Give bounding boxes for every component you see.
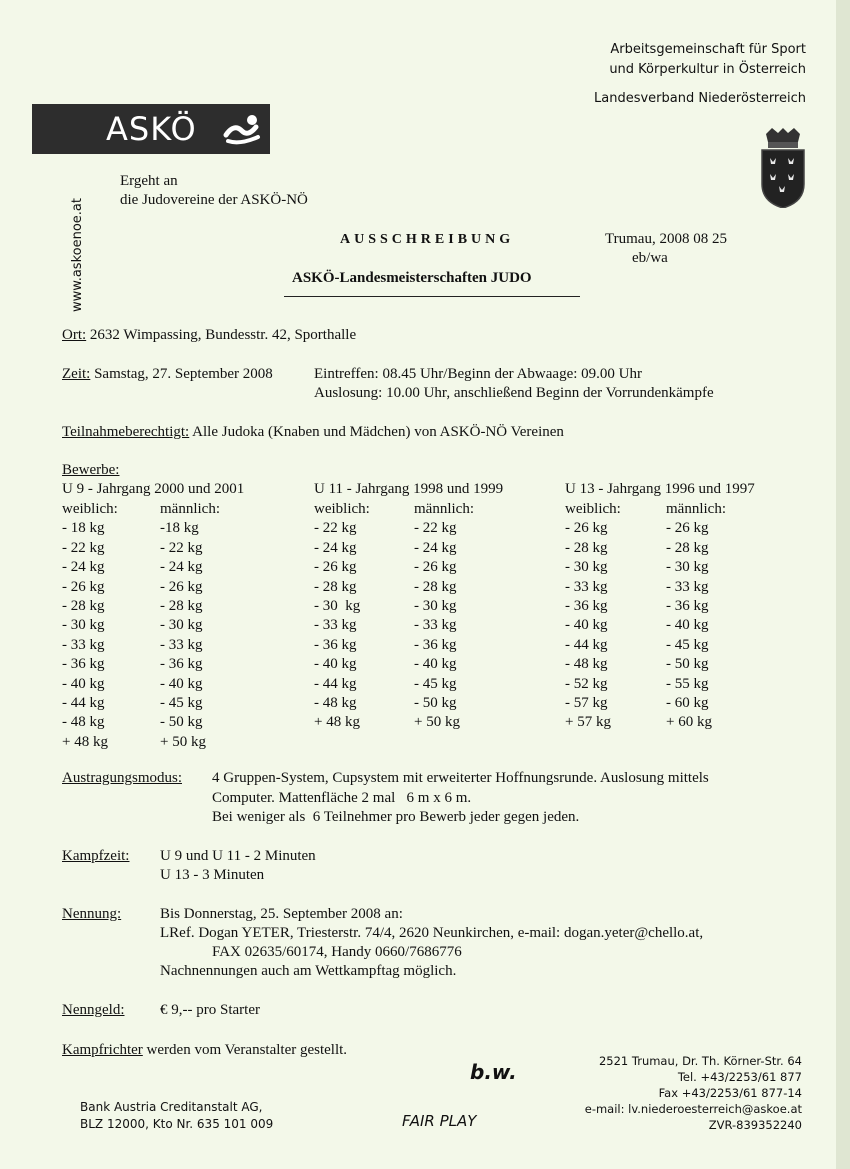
u11-weiblich-column bbox=[314, 500, 370, 733]
weight-class-item: - 40 kg bbox=[666, 617, 709, 634]
weight-class-item: - 28 kg bbox=[565, 539, 608, 556]
maennlich-label: männlich: bbox=[414, 501, 474, 517]
footer-address: 2521 Trumau, Dr. Th. Körner-Str. 64 bbox=[598, 1054, 802, 1068]
recipient-line2: die Judovereine der ASKÖ-NÖ bbox=[120, 192, 308, 208]
weight-class-item: - 28 kg bbox=[414, 578, 457, 595]
weight-class-item: - 48 kg bbox=[314, 695, 357, 712]
kampfrichter-label: Kampfrichter bbox=[62, 1042, 143, 1058]
footer-fax: Fax +43/2253/61 877-14 bbox=[658, 1086, 802, 1100]
modus-line3: Bei weniger als 6 Teilnehmer pro Bewerb jeder gegen jeden. bbox=[212, 809, 580, 825]
weight-class-item: - 28 kg bbox=[666, 539, 709, 556]
zeit-date: Samstag, 27. September 2008 bbox=[94, 366, 273, 382]
weight-class-item: - 50 kg bbox=[160, 714, 203, 731]
weight-class-item: - 33 kg bbox=[565, 578, 608, 595]
weight-class-item: - 48 kg bbox=[62, 714, 105, 731]
group-u11-title: U 11 - Jahrgang 1998 und 1999 bbox=[314, 481, 504, 497]
weight-class-item: + 48 kg bbox=[314, 714, 360, 731]
org-name-line1: Arbeitsgemeinschaft für Sport bbox=[610, 42, 806, 57]
weight-class-item: - 30 kg bbox=[160, 617, 203, 634]
weight-class-item: - 40 kg bbox=[414, 656, 457, 673]
teilnahme-label: Teilnahmeberechtigt: bbox=[62, 424, 190, 440]
weight-class-item: - 33 kg bbox=[666, 578, 709, 595]
zeit-line bbox=[62, 366, 273, 383]
weight-class-item: - 36 kg bbox=[160, 656, 203, 673]
kampfrichter-text: werden vom Veranstalter gestellt. bbox=[146, 1042, 348, 1058]
weight-class-item: - 50 kg bbox=[414, 695, 457, 712]
weight-class-item: - 55 kg bbox=[666, 675, 709, 692]
nennung-line2: LRef. Dogan YETER, Triesterstr. 74/4, 2620 Neunkirchen, e-mail: dogan.yeter@chello.at, bbox=[160, 925, 704, 941]
maennlich-label: männlich: bbox=[160, 501, 220, 517]
group-u9-title: U 9 - Jahrgang 2000 und 2001 bbox=[62, 481, 245, 497]
runner-icon bbox=[222, 113, 264, 145]
weight-class-item: - 26 kg bbox=[414, 559, 457, 576]
weight-class-item: - 40 kg bbox=[160, 675, 203, 692]
teilnahme-line bbox=[62, 424, 564, 441]
weight-class-item: - 57 kg bbox=[565, 695, 608, 712]
group-u13-title: U 13 - Jahrgang 1996 und 1997 bbox=[565, 481, 755, 497]
weight-class-item: - 28 kg bbox=[160, 598, 203, 615]
footer-bank-line1: Bank Austria Creditanstalt AG, bbox=[80, 1100, 263, 1114]
u13-maennlich-column bbox=[666, 500, 726, 733]
weight-class-item: - 30 kg bbox=[314, 598, 361, 615]
nenngeld-label: Nenngeld: bbox=[62, 1002, 125, 1018]
footer-email: e-mail: lv.niederoesterreich@askoe.at bbox=[584, 1102, 802, 1116]
kampfrichter-line bbox=[62, 1042, 347, 1059]
weight-class-item: - 45 kg bbox=[414, 675, 457, 692]
weight-class-item: - 52 kg bbox=[565, 675, 608, 692]
weight-class-item: - 33 kg bbox=[160, 636, 203, 653]
weight-class-item: - 26 kg bbox=[62, 578, 105, 595]
u9-maennlich-column bbox=[160, 500, 220, 752]
weight-class-item: - 26 kg bbox=[160, 578, 203, 595]
weight-class-item: - 44 kg bbox=[62, 695, 105, 712]
nennung-line3: FAX 02635/60174, Handy 0660/7686776 bbox=[212, 944, 462, 960]
weight-class-item: - 33 kg bbox=[314, 617, 357, 634]
weight-class-item: - 26 kg bbox=[314, 559, 357, 576]
handwritten-note: b.w. bbox=[470, 1060, 517, 1084]
teilnahme-text: Alle Judoka (Knaben und Mädchen) von ASKÖ-NÖ Vereinen bbox=[192, 424, 564, 440]
weight-class-item: - 30 kg bbox=[565, 559, 608, 576]
weight-class-item: - 36 kg bbox=[62, 656, 105, 673]
reference: eb/wa bbox=[632, 250, 668, 266]
weight-class-item: - 24 kg bbox=[314, 539, 357, 556]
askoe-logo bbox=[32, 104, 270, 154]
title-underline bbox=[284, 296, 580, 297]
logo-text: ASKÖ bbox=[106, 110, 197, 148]
modus-label: Austragungsmodus: bbox=[62, 770, 182, 786]
weight-class-item: - 30 kg bbox=[414, 598, 457, 615]
document-title: AUSSCHREIBUNG bbox=[340, 232, 515, 247]
weight-class-item: -18 kg bbox=[160, 520, 199, 537]
website-vertical: www.askoenoe.at bbox=[70, 198, 85, 312]
weight-class-item: - 45 kg bbox=[666, 636, 709, 653]
weiblich-label: weiblich: bbox=[314, 501, 370, 517]
weight-class-item: - 36 kg bbox=[565, 598, 608, 615]
weiblich-label: weiblich: bbox=[565, 501, 621, 517]
u11-maennlich-column bbox=[414, 500, 474, 733]
nennung-line4: Nachnennungen auch am Wettkampftag möglich. bbox=[160, 963, 457, 979]
weight-class-item: - 40 kg bbox=[565, 617, 608, 634]
ort-line bbox=[62, 327, 356, 344]
nennung-label: Nennung: bbox=[62, 906, 122, 922]
modus-line1: 4 Gruppen-System, Cupsystem mit erweiterter Hoffnungsrunde. Auslosung mittels bbox=[212, 770, 709, 786]
weight-class-item: - 24 kg bbox=[414, 539, 457, 556]
footer-phone: Tel. +43/2253/61 877 bbox=[677, 1070, 802, 1084]
weight-class-item: + 57 kg bbox=[565, 714, 611, 731]
weight-class-item: - 50 kg bbox=[666, 656, 709, 673]
weight-class-item: - 36 kg bbox=[414, 636, 457, 653]
footer-zvr: ZVR-839352240 bbox=[708, 1118, 802, 1132]
weight-class-item: - 22 kg bbox=[414, 520, 457, 537]
zeit-arrival: Eintreffen: 08.45 Uhr/Beginn der Abwaage: 09.00 Uhr bbox=[314, 366, 642, 382]
weight-class-item: - 28 kg bbox=[314, 578, 357, 595]
weight-class-item: - 48 kg bbox=[565, 656, 608, 673]
weight-class-item: - 60 kg bbox=[666, 695, 709, 712]
u13-weiblich-column bbox=[565, 500, 621, 733]
recipient-line1: Ergeht an bbox=[120, 173, 178, 189]
weight-class-item: - 24 kg bbox=[160, 559, 203, 576]
ort-label: Ort: bbox=[62, 327, 87, 343]
weight-class-item: - 26 kg bbox=[565, 520, 608, 537]
document-subtitle: ASKÖ-Landesmeisterschaften JUDO bbox=[292, 270, 532, 286]
place-date: Trumau, 2008 08 25 bbox=[605, 231, 727, 247]
zeit-draw: Auslosung: 10.00 Uhr, anschließend Beginn der Vorrundenkämpfe bbox=[314, 385, 714, 401]
weight-class-item: - 36 kg bbox=[314, 636, 357, 653]
kampfzeit-line1: U 9 und U 11 - 2 Minuten bbox=[160, 848, 316, 864]
coat-of-arms-icon bbox=[758, 128, 808, 208]
kampfzeit-label: Kampfzeit: bbox=[62, 848, 130, 864]
weight-class-item: - 26 kg bbox=[666, 520, 709, 537]
nennung-line1: Bis Donnerstag, 25. September 2008 an: bbox=[160, 906, 403, 922]
modus-line2: Computer. Mattenfläche 2 mal 6 m x 6 m. bbox=[212, 790, 472, 806]
weight-class-item: - 44 kg bbox=[314, 675, 357, 692]
scan-edge bbox=[836, 0, 850, 1169]
u9-weiblich-column bbox=[62, 500, 118, 752]
kampfzeit-line2: U 13 - 3 Minuten bbox=[160, 867, 265, 883]
weight-class-item: - 22 kg bbox=[62, 539, 105, 556]
weight-class-item: - 30 kg bbox=[62, 617, 105, 634]
weight-class-item: + 50 kg bbox=[160, 733, 206, 750]
weight-class-item: - 33 kg bbox=[62, 636, 105, 653]
fair-play-text: FAIR PLAY bbox=[402, 1112, 477, 1130]
weight-class-item: + 48 kg bbox=[62, 733, 108, 750]
weight-class-item: - 22 kg bbox=[160, 539, 203, 556]
nenngeld-text: € 9,-- pro Starter bbox=[160, 1002, 260, 1018]
bewerbe-label: Bewerbe: bbox=[62, 462, 120, 478]
weight-class-item: - 28 kg bbox=[62, 598, 105, 615]
weight-class-item: - 36 kg bbox=[666, 598, 709, 615]
maennlich-label: männlich: bbox=[666, 501, 726, 517]
weight-class-item: - 30 kg bbox=[666, 559, 709, 576]
weiblich-label: weiblich: bbox=[62, 501, 118, 517]
zeit-label: Zeit: bbox=[62, 366, 91, 382]
weight-class-item: - 45 kg bbox=[160, 695, 203, 712]
org-verband: Landesverband Niederösterreich bbox=[594, 91, 806, 106]
weight-class-item: - 44 kg bbox=[565, 636, 608, 653]
weight-class-item: - 40 kg bbox=[62, 675, 105, 692]
weight-class-item: - 33 kg bbox=[414, 617, 457, 634]
weight-class-item: + 60 kg bbox=[666, 714, 712, 731]
footer-bank-line2: BLZ 12000, Kto Nr. 635 101 009 bbox=[80, 1117, 274, 1131]
weight-class-item: - 40 kg bbox=[314, 656, 357, 673]
weight-class-item: - 24 kg bbox=[62, 559, 105, 576]
org-name-line2: und Körperkultur in Österreich bbox=[609, 62, 806, 77]
weight-class-item: - 22 kg bbox=[314, 520, 357, 537]
weight-class-item: - 18 kg bbox=[62, 520, 105, 537]
ort-text: 2632 Wimpassing, Bundesstr. 42, Sporthalle bbox=[89, 327, 357, 343]
weight-class-item: + 50 kg bbox=[414, 714, 460, 731]
